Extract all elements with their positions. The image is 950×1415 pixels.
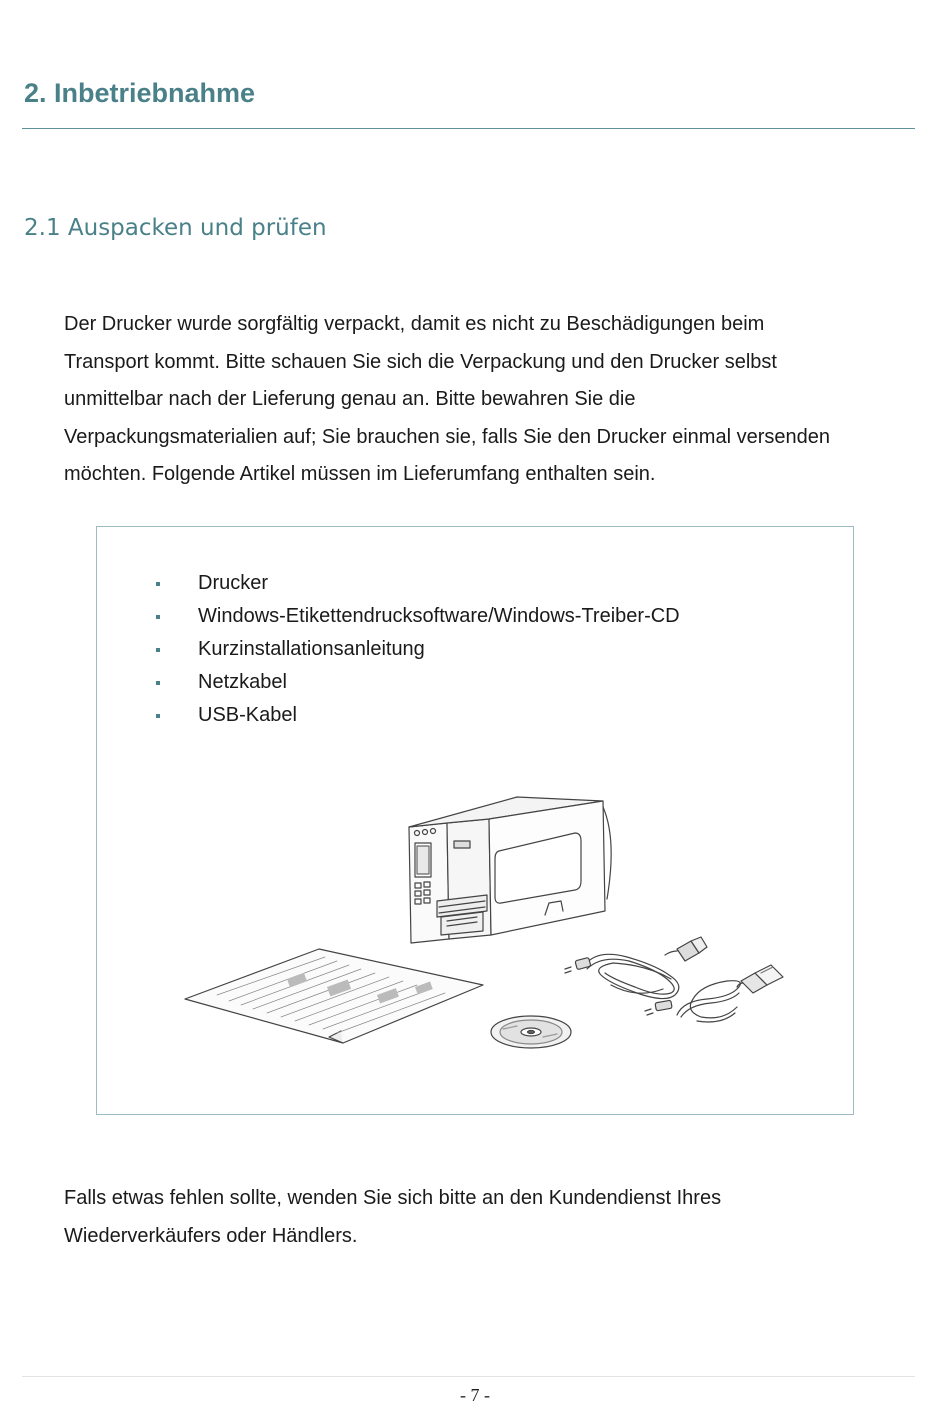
list-item-label: USB-Kabel	[198, 704, 297, 726]
list-item-label: Drucker	[198, 572, 269, 594]
intro-line: Transport kommt. Bitte schauen Sie sich die Verpackung und den Drucker selbst	[64, 350, 777, 373]
printer-icon	[409, 797, 611, 943]
chapter-divider	[22, 128, 915, 129]
intro-line: unmittelbar nach der Lieferung genau an. Bitte bewahren Sie die	[64, 388, 636, 411]
list-item-label: Windows-Etikettendrucksoftware/Windows-Treiber-CD	[198, 605, 680, 627]
intro-line: Der Drucker wurde sorgfältig verpackt, damit es nicht zu Beschädigungen beim	[64, 313, 765, 335]
page-number: - 7 -	[460, 1385, 490, 1405]
chapter-title: 2. Inbetriebnahme	[24, 78, 256, 108]
package-contents-box	[96, 526, 854, 1115]
list-item-label: Netzkabel	[198, 671, 287, 693]
footer-divider	[22, 1376, 915, 1377]
square-bullet-icon	[156, 582, 160, 586]
outro-paragraph	[64, 1180, 914, 1255]
intro-paragraph	[64, 306, 914, 494]
power-cable-icon	[565, 937, 707, 999]
intro-line: möchten. Folgende Artikel müssen im Lieferumfang enthalten sein.	[64, 463, 656, 486]
square-bullet-icon	[156, 648, 160, 652]
list-item-label: Kurzinstallationsanleitung	[198, 638, 425, 660]
outro-line: Wiederverkäufers oder Händlers.	[64, 1224, 358, 1247]
quick-guide-sheet-icon	[185, 949, 483, 1043]
square-bullet-icon	[156, 681, 160, 685]
section-title: 2.1 Auspacken und prüfen	[24, 215, 327, 241]
square-bullet-icon	[156, 714, 160, 718]
cd-icon	[491, 1016, 571, 1048]
outro-line: Falls etwas fehlen sollte, wenden Sie sich bitte an den Kundendienst Ihres	[64, 1187, 722, 1209]
package-contents-illustration	[177, 789, 787, 1089]
square-bullet-icon	[156, 615, 160, 619]
intro-line: Verpackungsmaterialien auf; Sie brauchen sie, falls Sie den Drucker einmal versenden	[64, 425, 830, 448]
